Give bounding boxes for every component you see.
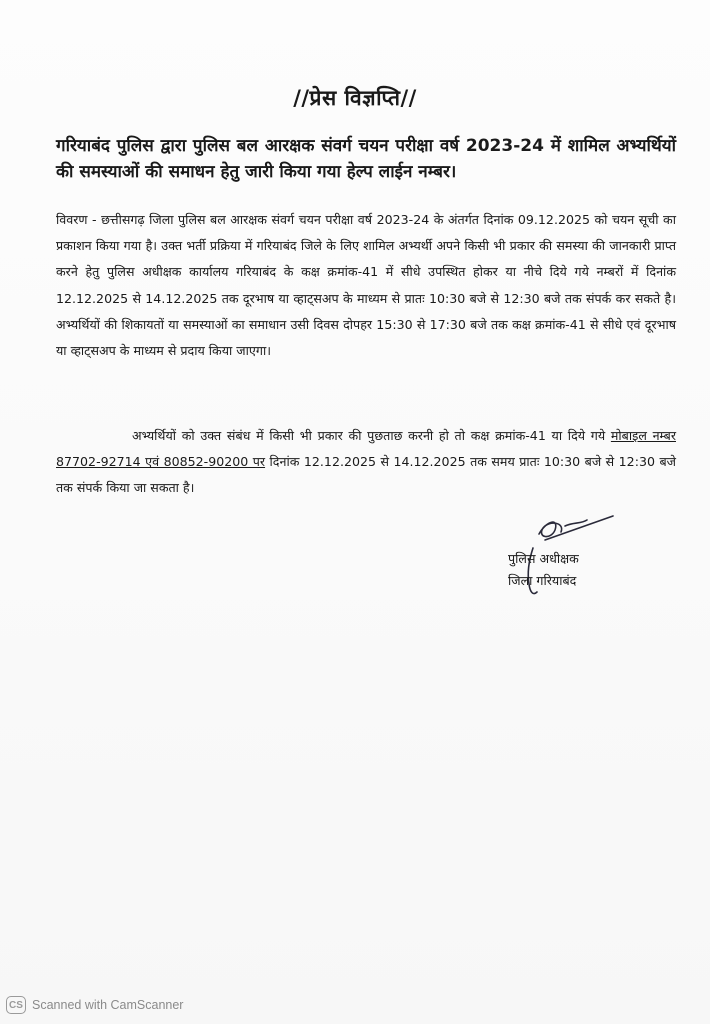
- scanner-watermark: [6, 996, 183, 1014]
- mobile-numbers: मोबाइल नम्बर 87702-92714 एवं 80852-90200 पर: [56, 428, 676, 470]
- contact-rest-text: दिनांक 12.12.2025 से 14.12.2025 तक समय प्रातः 10:30 बजे से 12:30 बजे तक संपर्क किया जा सकता है।: [56, 454, 676, 496]
- contact-paragraph: [56, 423, 676, 502]
- watermark-text: Scanned with CamScanner: [32, 998, 184, 1012]
- signatory-district: जिला गरियाबंद: [508, 573, 577, 588]
- press-release-title: //प्रेस विज्ञप्ति//: [293, 86, 417, 110]
- press-release-subject: गरियाबंद पुलिस द्वारा पुलिस बल आरक्षक संवर्ग चयन परीक्षा वर्ष 2023-24 में शामिल अभ्यर्थियों की समस्याओं की समाधन हेतु जारी किया गया हेल्प लाईन नम्बर।: [56, 136, 676, 182]
- contact-intro-text: अभ्यर्थियों को उक्त संबंध में किसी भी प्रकार की पुछताछ करनी हो तो कक्ष क्रमांक-41 या दिये गये: [132, 428, 606, 443]
- details-paragraph: विवरण - छत्तीसगढ़ जिला पुलिस बल आरक्षक संवर्ग चयन परीक्षा वर्ष 2023-24 के अंतर्गत दिनांक 09.12.2025 को चयन सूची का प्रकाशन किया गया है। उक्त भर्ती प्रक्रिया में गरियाबंद जिले के लिए शामिल अभ्यर्थी अपने किसी भी प्रकार की समस्या की जानकारी प्राप्त करने हेतु पुलिस अधीक्षक कार्यालय गरियाबंद के कक्ष क्रमांक-41 में सीधे उपस्थित होकर या नीचे दिये गये नम्बरों में दिनांक 12.12.2025 से 14.12.2025 तक दूरभाष या व्हाट्सअप के माध्यम से प्रातः 10:30 बजे से 12:30 बजे तक संपर्क कर सकते है। अभ्यर्थियों की शिकायतों या समस्याओं का समाधान उसी दिवस दोपहर 15:30 से 17:30 बजे तक कक्ष क्रमांक-41 से सीधे एवं दूरभाष या व्हाट्सअप के माध्यम से प्रदाय किया जाएगा।: [56, 212, 676, 359]
- signatory-block: [508, 548, 579, 592]
- camscanner-logo-icon: CS: [6, 996, 26, 1014]
- signatory-designation: पुलिस अधीक्षक: [508, 551, 579, 566]
